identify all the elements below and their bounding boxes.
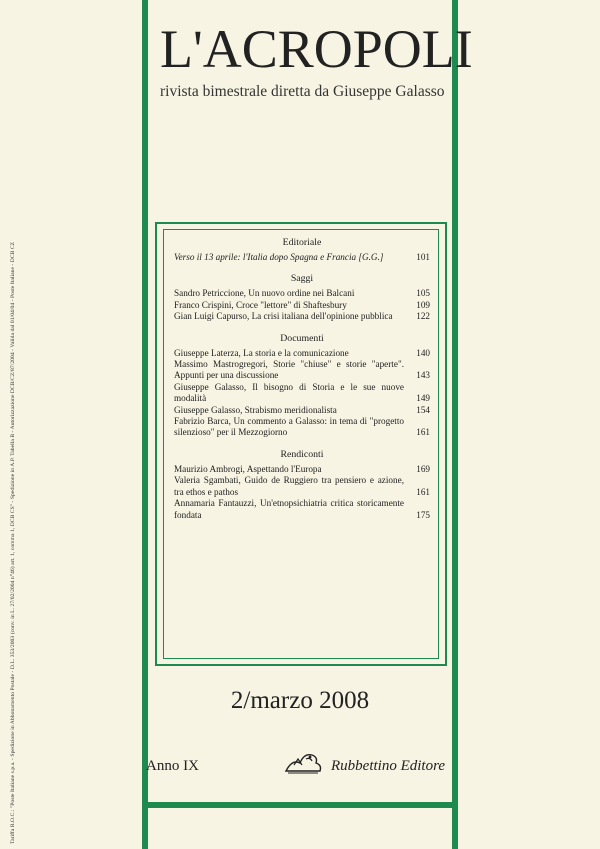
toc-entry[interactable]: Giuseppe Galasso, Strabismo meridionalista 154 [174,404,430,415]
issue-number-date: 2/marzo 2008 [230,687,370,714]
toc-entry[interactable]: Giuseppe Laterza, La storia e la comunicazione 140 [174,347,430,358]
table-of-contents [163,229,439,659]
green-frame-right [452,0,458,849]
toc-entry[interactable]: Verso il 13 aprile: l'Italia dopo Spagna e Francia [G.G.] 101 [174,252,430,262]
toc-entry[interactable]: Maurizio Ambrogi, Aspettando l'Europa 169 [174,463,430,474]
publisher-name: Rubbettino Editore [331,758,446,774]
section-heading-editoriale: Editoriale [282,237,322,248]
toc-entry[interactable]: Sandro Petriccione, Un nuovo ordine nei Balcani 105 [174,288,430,299]
magazine-subtitle: rivista bimestrale diretta da Giuseppe Galasso [160,83,445,100]
toc-entry[interactable]: Annamaria Fantauzzi, Un'etnopsichiatria critica storicamente fondata 175 [174,498,430,520]
toc-entry[interactable]: Giuseppe Galasso, Il bisogno di Storia e le sue nuove modalità 149 [174,381,430,404]
magazine-title: L'ACROPOLI [160,19,473,79]
green-frame-left [142,0,148,849]
toc-entry[interactable]: Valeria Sgambati, Guido de Ruggiero tra pensiero e azione, tra ethos e pathos 161 [174,475,430,497]
section-heading-documenti: Documenti [280,332,324,344]
toc-entry[interactable]: Massimo Mastrogregori, Storie "chiuse" e storie "aperte". Appunti per una discussione 143 [174,359,430,381]
toc-entry[interactable]: Fabrizio Barca, Un commento a Galasso: in tema di "progetto silenzioso" per il Mezzogiorno 161 [174,416,430,438]
publisher-logo-icon [282,745,324,777]
volume-year: Anno IX [146,758,199,774]
spine-postal-text: Tariffa R.O.C.: "Poste Italiane s.p.a. - Spedizione in Abbonamento Postale - D.L. 353/2003 (conv. in L. 27/02/2004 n°46) art. 1, comma 1, DCB CS" - Spedizione in A.P. Tabella B - Autorizzazione DCB/CZ/87/2004 - Valida dal 01/04/04 - Poste Italiane - DCB CZ [10,241,16,844]
toc-entry[interactable]: Gian Luigi Capurso, La crisi italiana dell'opinione pubblica 122 [174,311,430,322]
section-heading-rendiconti: Rendiconti [280,448,324,460]
section-heading-saggi: Saggi [290,273,314,285]
toc-entry[interactable]: Franco Crispini, Croce "lettore" di Shaftesbury 109 [174,299,430,310]
green-frame-bottom [142,802,458,808]
